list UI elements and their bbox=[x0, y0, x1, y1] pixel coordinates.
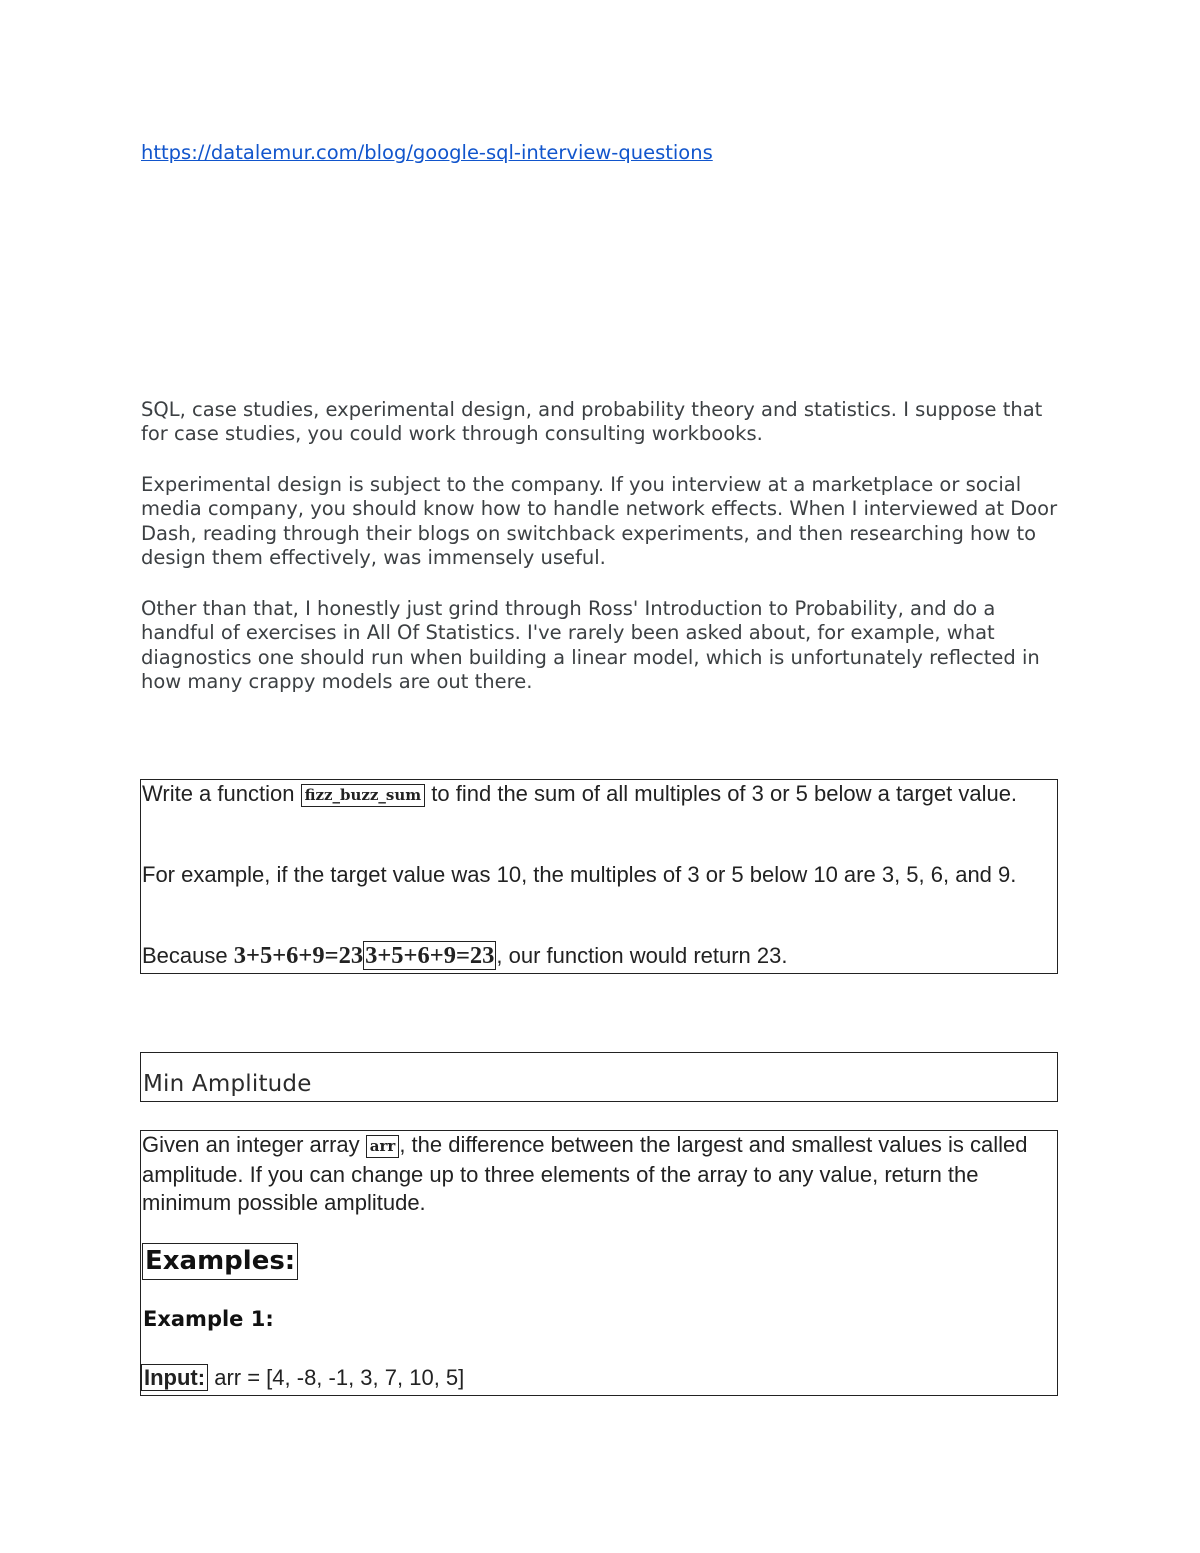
fizz-buzz-example: For example, if the target value was 10, the multiples of 3 or 5 below 10 are 3, 5, 6, and 9. bbox=[142, 862, 1017, 887]
example-1-input bbox=[141, 1365, 464, 1391]
fizz-buzz-math-boxed: 3+5+6+9=23 bbox=[365, 942, 495, 969]
fizz-buzz-text-pre: Write a function bbox=[142, 781, 301, 806]
datalemur-link[interactable]: https://datalemur.com/blog/google-sql-interview-questions bbox=[141, 141, 713, 164]
arr-code: arr bbox=[366, 1135, 400, 1158]
fizz-buzz-question-box bbox=[140, 779, 1058, 974]
fizz-buzz-because: Because bbox=[142, 943, 234, 968]
min-amplitude-title-box bbox=[140, 1052, 1058, 1102]
fizz-buzz-text-post: to find the sum of all multiples of 3 or 5 below a target value. bbox=[425, 781, 1018, 806]
paragraph-topics: SQL, case studies, experimental design, and probability theory and statistics. I suppose that for case studies, you could work through consulting workbooks. bbox=[141, 398, 1043, 446]
fizz-buzz-return: , our function would return 23. bbox=[496, 943, 788, 968]
fizz-buzz-conclusion bbox=[142, 942, 1051, 971]
min-amplitude-text-pre: Given an integer array bbox=[142, 1132, 366, 1157]
paragraph-experimental-design: Experimental design is subject to the company. If you interview at a marketplace or social media company, you should know how to handle network effects. When I interviewed at Door Dash, reading through their blogs on switchback experiments, and then researching how to design them effectively, was immensely useful. bbox=[141, 473, 1058, 569]
fizz-buzz-description bbox=[142, 780, 1051, 810]
fizz-buzz-function-name: fizz_buzz_sum bbox=[301, 784, 426, 807]
input-value: arr = [4, -8, -1, 3, 7, 10, 5] bbox=[208, 1365, 465, 1390]
example-1-heading: Example 1: bbox=[143, 1307, 274, 1331]
input-label: Input: bbox=[141, 1364, 208, 1391]
min-amplitude-title: Min Amplitude bbox=[143, 1071, 312, 1097]
examples-heading: Examples: bbox=[142, 1243, 298, 1280]
min-amplitude-question-box bbox=[140, 1130, 1058, 1396]
fizz-buzz-math-plain: 3+5+6+9=23 bbox=[233, 942, 364, 969]
min-amplitude-description bbox=[142, 1131, 1051, 1218]
min-amplitude-text-post: , the difference between the largest and smallest values is called amplitude. If you can change up to three elements of the array to any value, return the minimum possible amplitude. bbox=[142, 1132, 1028, 1216]
paragraph-probability: Other than that, I honestly just grind through Ross' Introduction to Probability, and do a handful of exercises in All Of Statistics. I've rarely been asked about, for example, what diagnostics one should run when building a linear model, which is unfortunately reflected in how many crappy models are out there. bbox=[141, 597, 1040, 693]
